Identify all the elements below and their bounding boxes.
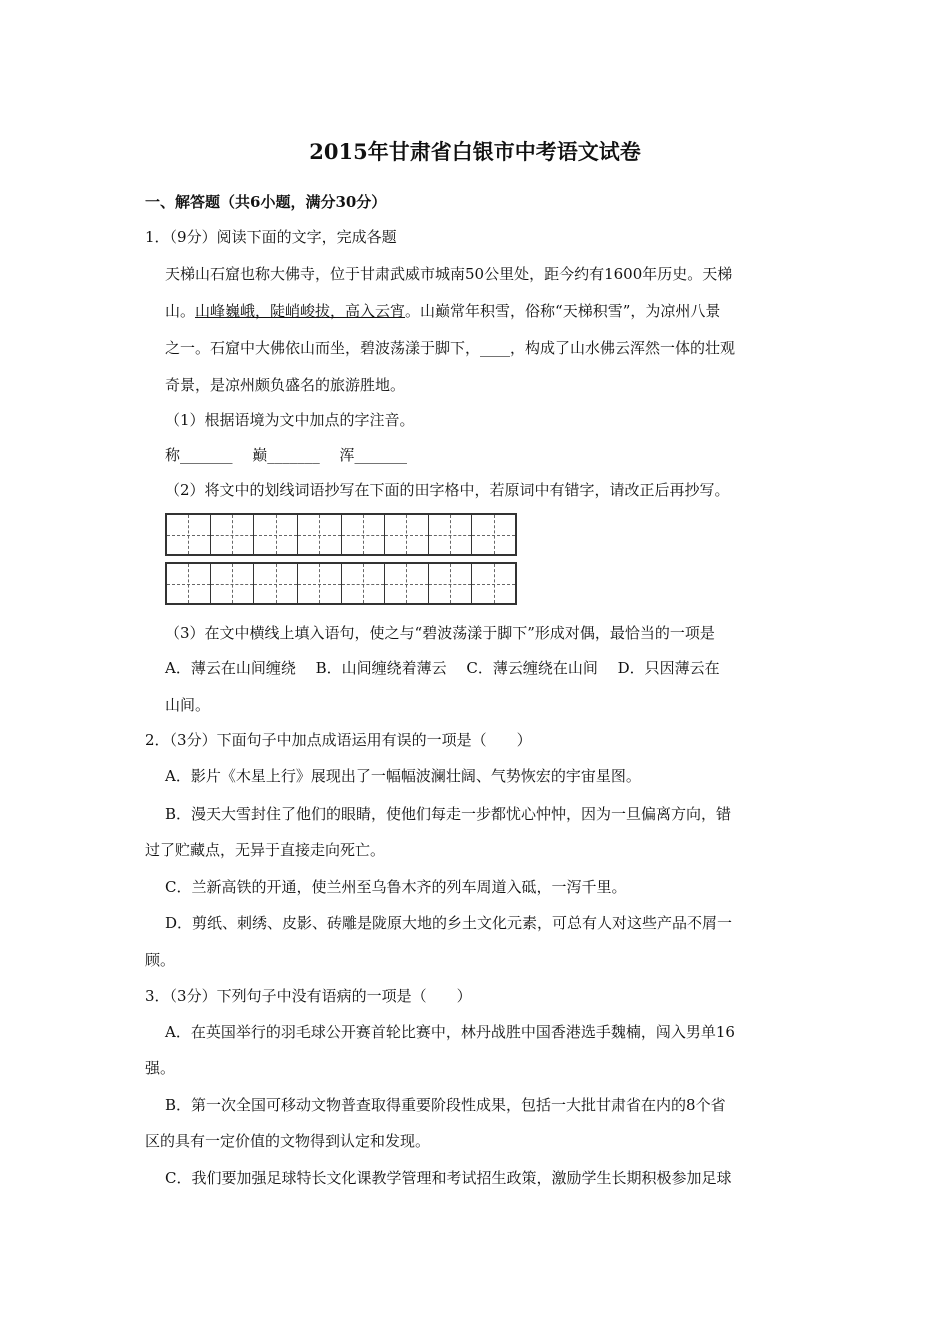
tianzige-cell[interactable] — [342, 515, 386, 554]
q1-passage-line-3: 之一。石窟中大佛依山而坐，碧波荡漾于脚下，____，构成了山水佛云浑然一体的壮观 — [165, 339, 736, 357]
q3-option-a: A．在英国举行的羽毛球公开赛首轮比赛中，林丹战胜中国香港选手魏楠，闯入男单16 — [165, 1023, 735, 1041]
q3-option-c: C．我们要加强足球特长文化课教学管理和考试招生政策，激励学生长期积极参加足球 — [165, 1169, 732, 1187]
section-heading: 一、解答题（共6小题，满分30分） — [145, 193, 387, 211]
tianzige-cell[interactable] — [429, 515, 473, 554]
q2-option-d: D．剪纸、刺绣、皮影、砖雕是陇原大地的乡土文化元素，可总有人对这些产品不屑一 — [165, 914, 733, 932]
q2-option-b-cont: 过了贮藏点，无异于直接走向死亡。 — [145, 841, 386, 859]
q1-passage-text: 山。 — [165, 302, 196, 320]
tianzige-cell[interactable] — [167, 515, 211, 554]
q1-passage-line-1: 天梯山石窟也称大佛寺，位于甘肃武威市城南50公里处，距今约有1600年历史。天梯 — [165, 265, 733, 283]
tianzige-cell[interactable] — [254, 564, 298, 603]
q2-option-b: B．漫天大雪封住了他们的眼睛，使他们每走一步都忧心忡忡，因为一旦偏离方向，错 — [165, 805, 732, 823]
tianzige-grid-row-1[interactable] — [165, 513, 517, 556]
q1-passage-line-4: 奇景，是凉州颇负盛名的旅游胜地。 — [165, 376, 406, 394]
tianzige-cell[interactable] — [167, 564, 211, 603]
tianzige-cell[interactable] — [298, 515, 342, 554]
tianzige-cell[interactable] — [211, 564, 255, 603]
tianzige-cell[interactable] — [385, 564, 429, 603]
q1-sub3: （3）在文中横线上填入语句，使之与“碧波荡漾于脚下”形成对偶，最恰当的一项是 — [165, 624, 715, 642]
q3-option-b: B．第一次全国可移动文物普查取得重要阶段性成果，包括一大批甘肃省在内的8个省 — [165, 1096, 726, 1114]
q2-option-d-cont: 顾。 — [145, 951, 176, 969]
q1-sub1-blanks: 称_______ 巅_______ 浑_______ — [165, 446, 408, 464]
tianzige-cell[interactable] — [429, 564, 473, 603]
page-title: 2015年甘肃省白银市中考语文试卷 — [309, 139, 641, 164]
q3-option-a-cont: 强。 — [145, 1059, 176, 1077]
tianzige-grid-row-2[interactable] — [165, 562, 517, 605]
tianzige-cell[interactable] — [342, 564, 386, 603]
tianzige-cell[interactable] — [211, 515, 255, 554]
q3-option-b-cont: 区的具有一定价值的文物得到认定和发现。 — [145, 1132, 431, 1150]
q2-option-a: A．影片《木星上行》展现出了一幅幅波澜壮阔、气势恢宏的宇宙星图。 — [165, 767, 641, 785]
q1-stem: 1．（9分）阅读下面的文字，完成各题 — [145, 228, 397, 246]
q1-sub3-options-cont: 山间。 — [165, 696, 211, 714]
tianzige-cell[interactable] — [472, 515, 515, 554]
q1-sub3-options: A．薄云在山间缠绕 B．山间缠绕着薄云 C．薄云缠绕在山间 D．只因薄云在 — [165, 659, 720, 677]
q3-stem: 3．（3分）下列句子中没有语病的一项是（ ） — [145, 987, 472, 1005]
tianzige-cell[interactable] — [472, 564, 515, 603]
q1-passage-text: 。山巅常年积雪，俗称“天梯积雪”，为凉州八景 — [405, 302, 721, 320]
tianzige-cell[interactable] — [254, 515, 298, 554]
q1-sub1: （1）根据语境为文中加点的字注音。 — [165, 411, 415, 429]
tianzige-cell[interactable] — [298, 564, 342, 603]
q2-stem: 2．（3分）下面句子中加点成语运用有误的一项是（ ） — [145, 731, 532, 749]
q2-option-c: C．兰新高铁的开通，使兰州至乌鲁木齐的列车周道入砥，一泻千里。 — [165, 878, 627, 896]
q1-sub2: （2）将文中的划线词语抄写在下面的田字格中，若原词中有错字，请改正后再抄写。 — [165, 481, 730, 499]
q1-passage-line-2 — [165, 301, 835, 321]
tianzige-cell[interactable] — [385, 515, 429, 554]
q1-underlined-phrase: 山峰巍峨，陡峭峻拔，高入云宵 — [195, 302, 406, 320]
